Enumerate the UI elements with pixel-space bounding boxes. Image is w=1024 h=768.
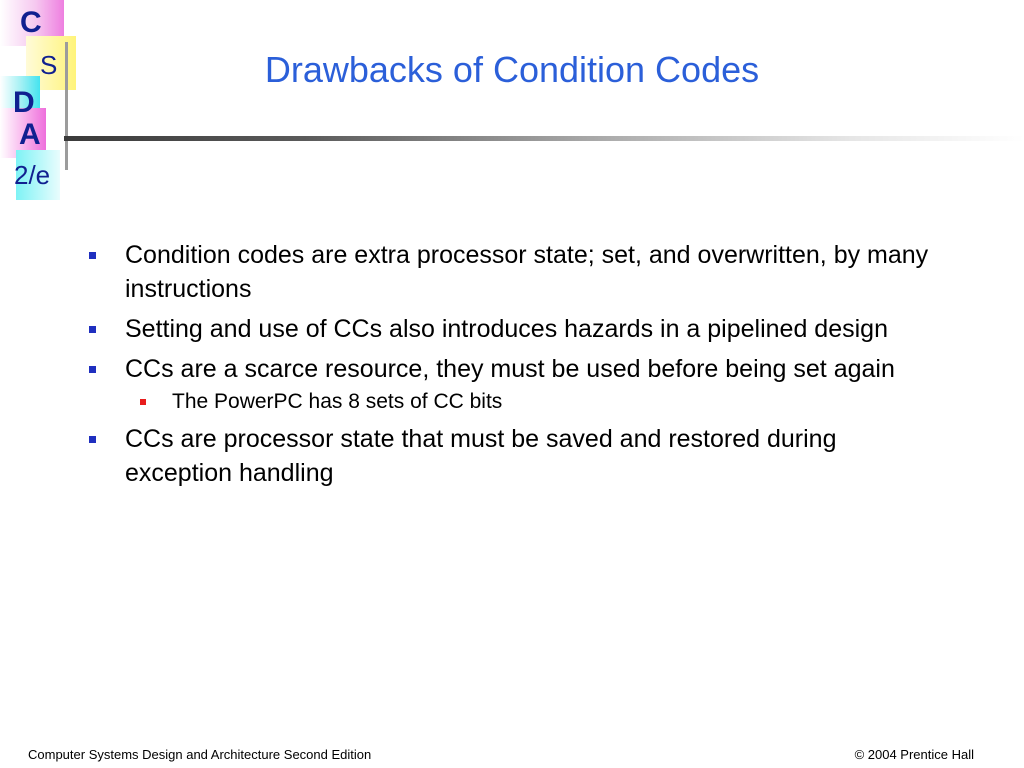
square-bullet-icon [89, 436, 96, 443]
bullet-text: Condition codes are extra processor state; set, and overwritten, by many instructions [125, 241, 929, 303]
logo-letter-a: A [19, 118, 41, 151]
logo-letter-s: S [40, 50, 58, 80]
bullet-item [86, 352, 946, 386]
bullet-text: CCs are processor state that must be saved and restored during exception handling [125, 425, 837, 487]
bullet-item [86, 422, 946, 490]
logo-letter-d: D [13, 86, 35, 119]
logo-letter-c: C [20, 6, 42, 39]
logo-edition: 2/e [14, 160, 51, 190]
footer-book-title: Computer Systems Design and Architecture Second Edition [28, 747, 372, 762]
sub-bullet-item [86, 388, 946, 416]
footer-copyright: © 2004 Prentice Hall [854, 747, 974, 762]
logo-divider [65, 42, 68, 170]
title-rule [64, 136, 1024, 141]
square-bullet-icon [89, 326, 96, 333]
bullet-text: Setting and use of CCs also introduces hazards in a pipelined design [125, 315, 888, 343]
slide-title: Drawbacks of Condition Codes [264, 49, 760, 90]
square-bullet-icon [89, 252, 96, 259]
square-bullet-icon [89, 366, 96, 373]
bullet-text: CCs are a scarce resource, they must be used before being set again [125, 355, 895, 383]
csda-logo [0, 0, 80, 200]
bullet-item [86, 312, 946, 346]
sub-bullet-text: The PowerPC has 8 sets of CC bits [172, 390, 503, 413]
red-square-bullet-icon [140, 399, 146, 405]
bullet-list [86, 238, 946, 496]
bullet-item [86, 238, 946, 306]
